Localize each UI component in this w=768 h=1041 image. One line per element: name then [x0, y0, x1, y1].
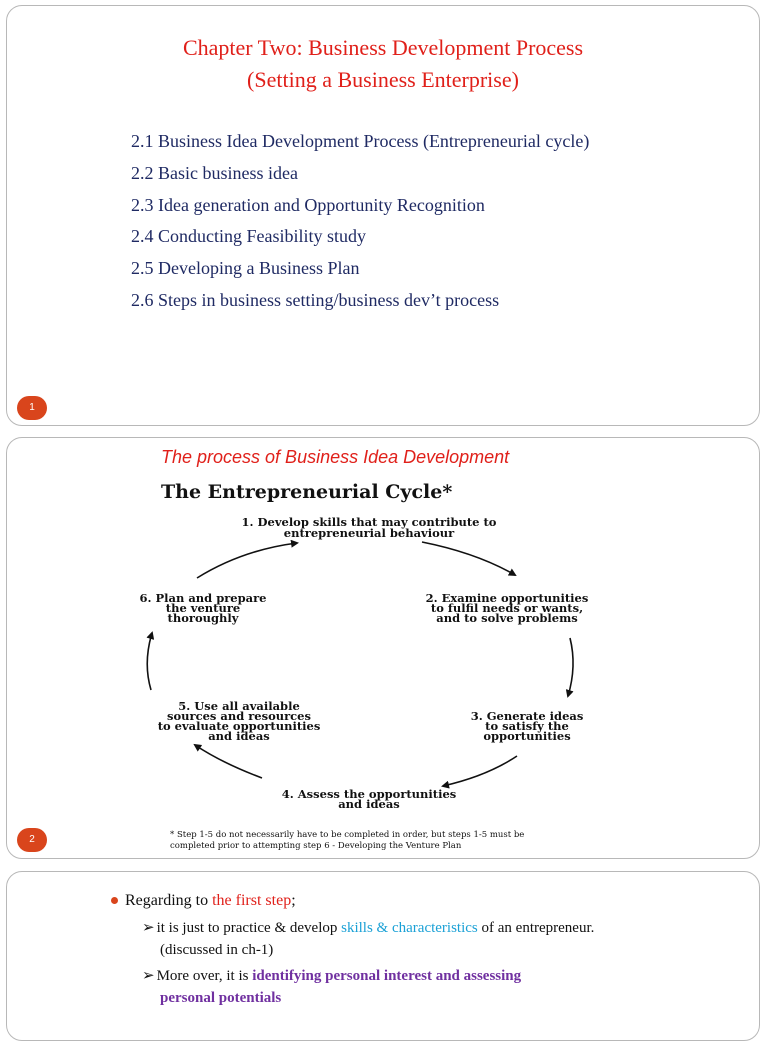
- bullet-icon: [111, 897, 118, 904]
- list-item: 2.3 Idea generation and Opportunity Recognition: [131, 194, 485, 215]
- step-1-line-2: entrepreneurial behaviour: [283, 526, 455, 540]
- slide-2-title: The process of Business Idea Development: [161, 447, 510, 467]
- step-3-line-2: to satisfy the: [485, 719, 569, 733]
- arrow-3-to-4: [443, 756, 517, 786]
- arrow-2-to-3: [568, 638, 573, 696]
- step-5-line-4: and ideas: [208, 729, 270, 743]
- list-item: 2.5 Developing a Business Plan: [131, 258, 360, 279]
- title-line-1: Chapter Two: Business Development Process: [182, 35, 584, 60]
- arrow-bullet-icon: ➢: [142, 920, 155, 936]
- footnote-line-2: completed prior to attempting step 6 - Developing the Venture Plan: [170, 841, 462, 851]
- list-item: 2.1 Business Idea Development Process (Entrepreneurial cycle): [131, 131, 590, 151]
- list-item: 2.2 Basic business idea: [131, 162, 298, 183]
- first-step-text: the first step: [212, 892, 292, 909]
- step-3-line-3: opportunities: [483, 729, 571, 743]
- arrow-5-to-6: [147, 633, 152, 690]
- arrow-4-to-5: [195, 745, 262, 778]
- step-6-line-3: thoroughly: [167, 611, 239, 625]
- step-5-line-3: to evaluate opportunities: [157, 719, 321, 733]
- arrow-6-to-1: [197, 543, 297, 578]
- sub-bullet-skills: ➢ it is just to practice & develop skills & characteristics of an entrepreneur. (discussed in ch-1): [142, 920, 595, 958]
- page-number-badge: 1: [17, 396, 47, 420]
- step-4-line-2: and ideas: [338, 797, 400, 811]
- footnote-line-1: * Step 1-5 do not necessarily have to be completed in order, but steps 1-5 must be: [170, 830, 525, 840]
- step-2-line-3: and to solve problems: [436, 611, 578, 625]
- contents-list: [131, 126, 589, 317]
- step-2-line-2: to fulfil needs or wants,: [430, 601, 584, 615]
- arrow-1-to-2: [422, 542, 515, 575]
- bullet-first-step: Regarding to the first step;: [125, 892, 296, 909]
- sub-bullet-interest: ➢ More over, it is identifying personal interest and assessing personal potentials: [142, 968, 522, 1006]
- slide-1: [6, 5, 760, 426]
- step-6-line-1: 6. Plan and prepare: [139, 591, 267, 605]
- step-6-line-2: the venture: [165, 601, 241, 615]
- title-line-2: (Setting a Business Enterprise): [247, 67, 519, 92]
- list-item: 2.4 Conducting Feasibility study: [131, 226, 367, 247]
- step-2-line-1: 2. Examine opportunities: [425, 591, 589, 605]
- step-5-line-1: 5. Use all available: [178, 699, 300, 713]
- cycle-heading: The Entrepreneurial Cycle*: [161, 481, 453, 503]
- skills-text: skills & characteristics: [341, 920, 478, 936]
- arrow-bullet-icon: ➢: [142, 968, 155, 984]
- step-5-line-2: sources and resources: [167, 709, 311, 723]
- page-number-badge: 2: [17, 828, 47, 852]
- list-item: 2.6 Steps in business setting/business dev’t process: [131, 289, 500, 310]
- slide-1-title: [7, 32, 759, 96]
- step-4-line-1: 4. Assess the opportunities: [281, 787, 457, 801]
- step-3-line-1: 3. Generate ideas: [470, 709, 584, 723]
- step-1-line-1: 1. Develop skills that may contribute to: [241, 515, 497, 529]
- slide-3: [6, 871, 760, 1041]
- entrepreneurial-cycle-diagram: [7, 438, 760, 859]
- slide-2: [6, 437, 760, 859]
